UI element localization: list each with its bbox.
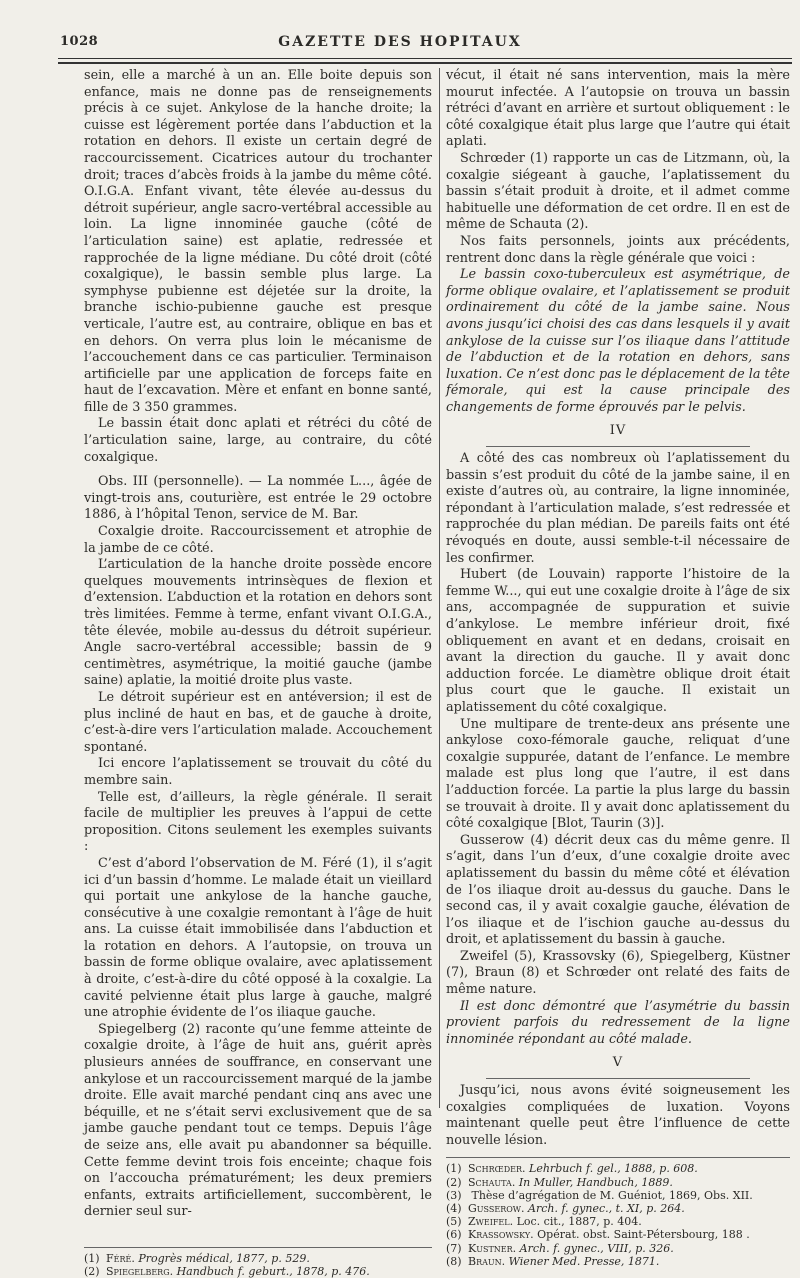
paragraph: Une multipare de trente-deux ans présente une ankylose coxo-fémorale gauche, reliquat d’une coxalgie suppurée, datant de l’enfance. Le membre malade est plus long que l’autre, il est dans l’adduction forcée. La partie la plus large du bassin se trouvait à droite. Il y avait donc aplatissement du côté coxalgique [Blot, Taurin (3)]. <box>446 716 790 832</box>
footnote-mark: (3) <box>446 1188 462 1202</box>
paragraph: A côté des cas nombreux où l’aplatissement du bassin s’est produit du côté de la jambe saine, il en existe d’autres où, au contraire, la ligne innominée, répondant à l’articulation malade, s’est redressée et rapprochée du plan médian. De pareils faits ont été révoqués en doute, aussi semble-t-il nécessaire de les confirmer. <box>446 451 790 566</box>
paragraph: Le détroit supérieur est en antéversion; il est de plus incliné de haut en bas, et de gauche à droite, c’est-à-dire vers l’articulation malade. Accouchement spontané. <box>84 689 432 755</box>
footnote <box>446 1255 790 1268</box>
header-rule-thick <box>58 62 792 64</box>
paragraph: Coxalgie droite. Raccourcissement et atrophie de la jambe de ce côté. <box>84 524 432 556</box>
footnote-mark: (8) <box>446 1254 462 1268</box>
paragraph: Schrœder (1) rapporte un cas de Litzmann, où, la coxalgie siégeant à gauche, l’aplatissement du bassin s’était produit à droite, et il admet comme habituelle une déformation de cet ordre. Il en est de même de Schauta (2). <box>446 150 790 233</box>
footnote <box>84 1252 432 1265</box>
footnote <box>446 1202 790 1215</box>
paragraph: Spiegelberg (2) raconte qu’une femme atteinte de coxalgie droite, à l’âge de huit ans, guérit après plusieurs années de souffrance, en conservant une ankylose et un raccourcissement marqué de la jambe droite. Elle avait marché pendant cinq ans avec une béquille, et ne s’était servi exclusivement que de sa jambe gauche pendant tout ce temps. Depuis l’âge de seize ans, elle avait pu abandonner sa béquille. Cette femme devint trois fois enceinte; chaque fois on l’accoucha prématurément; les deux premiers enfants, extraits artificiellement, succombèrent, le dernier seul sur- <box>84 1021 432 1220</box>
footnote-text: Arch. f. gynec., VIII, p. 326. <box>519 1241 674 1255</box>
footnote-mark: (4) <box>446 1202 462 1216</box>
footnote-text: Lehrbuch f. gel., 1888, p. 608. <box>529 1162 698 1176</box>
footnote-text: In Muller, Handbuch, 1889. <box>518 1175 673 1189</box>
footnote-author: Zweifel. <box>468 1215 514 1229</box>
section-heading-iv: IV <box>609 423 627 439</box>
footnote-text: Progrès médical, 1877, p. 529. <box>138 1251 310 1265</box>
left-footnotes <box>84 1247 432 1278</box>
paragraph: Hubert (de Louvain) rapporte l’histoire de la femme W..., qui eut une coxalgie droite à l’âge de six ans, accompagnée de suppuration et suivie d’ankylose. Le membre inférieur droit, fixé obliquement en avant et en dedans, croisait en avant la direction du gauche. Il y avait donc adduction forcée. Le diamètre oblique droit était plus court que le gauche. Il existait un aplatissement du côté coxalgique. <box>446 567 790 715</box>
paragraph: Gusserow (4) décrit deux cas du même genre. Il s’agit, dans l’un d’eux, d’une coxalgie droite avec aplatissement du bassin du même côté et élévation de l’os iliaque droit au-dessus du gauche. Dans le second cas, il y avait coxalgie gauche, élévation de l’os iliaque et de l’ischion gauche au-dessus du droit, et aplatissement du bassin à gauche. <box>446 832 790 948</box>
footnote <box>446 1162 790 1175</box>
footnote-author: Schauta. <box>468 1175 516 1189</box>
footnote-author: Krassowsky. <box>468 1228 534 1242</box>
paragraph: L’articulation de la hanche droite possède encore quelques mouvements intrinsèques de flexion et d’extension. L’abduction et la rotation en dehors sont très limitées. Femme à terme, enfant vivant O.I.G.A., tête élevée, mobile au-dessus du détroit supérieur. Angle sacro-vertébral accessible; bassin de 9 centimètres, asymétrique, la moitié gauche (jambe saine) aplatie, la moitié droite plus vaste. <box>84 557 432 689</box>
paragraph: vécut, il était né sans intervention, mais la mère mourut infectée. A l’autopsie on trouva un bassin rétréci d’avant en arrière et surtout obliquement : le côté coxalgique était plus large que l’autre qui était aplati. <box>446 68 790 150</box>
paragraph: Zweifel (5), Krassovsky (6), Spiegelberg, Küstner (7), Braun (8) et Schrœder ont relaté des faits de même nature. <box>446 948 790 998</box>
footnote-mark: (7) <box>446 1241 462 1255</box>
footnote-author: Schrœder. <box>468 1162 526 1176</box>
footnote-mark: (2) <box>84 1265 100 1278</box>
paragraph: sein, elle a marché à un an. Elle boite depuis son enfance, mais ne donne pas de renseignements précis à ce sujet. Ankylose de la hanche droite; la cuisse est légèrement portée dans l’abduction et la rotation en dehors. Il existe un certain degré de raccourcissement. Cicatrices autour du trochanter droit; traces d’abcès froids à la jambe du même côté. O.I.G.A. Enfant vivant, tête élevée au-dessus du détroit supérieur, angle sacro-vertébral accessible au loin. La ligne innominée gauche (côté de l’articulation saine) est aplatie, redressée et rapprochée de la ligne médiane. Du côté droit (côté coxalgique), le bassin semble plus large. La symphyse pubienne est déjetée sur la droite, la branche ischio-pubienne gauche est presque verticale, l’autre est, au contraire, oblique en bas et en dehors. On verra plus loin le mécanisme de l’accouchement dans ce cas particulier. Terminaison artificielle par une application de forceps faite en haut de l’excavation. Mère et enfant en bonne santé, fille de 3 350 grammes. <box>84 68 432 415</box>
footnote-text: Arch. f. gynec., t. XI, p. 264. <box>528 1202 685 1216</box>
column-divider <box>439 68 440 1108</box>
footnote <box>446 1189 790 1202</box>
page-number: 1028 <box>60 34 99 49</box>
footnote-mark: (1) <box>84 1251 100 1265</box>
footnote-author: Féré. <box>106 1251 135 1265</box>
footnote-mark: (6) <box>446 1228 462 1242</box>
footnote-author: Kustner. <box>468 1241 517 1255</box>
footnote-mark: (1) <box>446 1162 462 1176</box>
footnote-author: Gusserow. <box>468 1202 525 1216</box>
paragraph: Nos faits personnels, joints aux précédents, rentrent donc dans la règle générale que voici : <box>446 233 790 266</box>
footnote <box>446 1215 790 1228</box>
section-rule <box>486 446 750 447</box>
footnote-author: Braun. <box>468 1254 506 1268</box>
footnote-text: Wiener Med. Presse, 1871. <box>508 1254 660 1268</box>
right-column <box>446 68 790 1268</box>
section-rule <box>486 1078 750 1079</box>
footnote <box>446 1228 790 1241</box>
footnote-text: Handbuch f. geburt., 1878, p. 476. <box>176 1265 370 1278</box>
paragraph: Le bassin coxo-tuberculeux est asymétrique, de forme oblique ovalaire, et l’aplatissement se produit ordinairement du côté de la jambe saine. Nous avons jusqu’ici choisi des cas dans lesquels il y avait ankylose de la cuisse sur l’os iliaque dans l’attitude de l’abduction et de la rotation en dehors, sans luxation. Ce n’est donc pas le déplacement de la tête fémorale, qui est la cause principale des changements de forme éprouvés par le pelvis. <box>446 267 790 415</box>
running-title: GAZETTE DES HOPITAUX <box>278 34 522 50</box>
footnote-text: Opérat. obst. Saint-Pétersbourg, 188 . <box>537 1228 750 1242</box>
footnote <box>446 1176 790 1189</box>
footnote-mark: (5) <box>446 1215 462 1229</box>
footnote-text: Loc. cit., 1887, p. 404. <box>516 1215 642 1229</box>
footnote-author: Spiegelberg. <box>106 1265 174 1278</box>
left-column <box>84 68 432 1278</box>
paragraph: Ici encore l’aplatissement se trouvait du côté du membre sain. <box>84 756 432 788</box>
paragraph: Telle est, d’ailleurs, la règle générale. Il serait facile de multiplier les preuves à l’appui de cette proposition. Citons seulement les exemples suivants : <box>84 789 432 855</box>
footnote-text: Thèse d’agrégation de M. Guéniot, 1869, Obs. XII. <box>471 1188 753 1202</box>
paragraph: Le bassin était donc aplati et rétréci du côté de l’articulation saine, large, au contraire, du côté coxalgique. <box>84 416 432 465</box>
paragraph: Jusqu’ici, nous avons évité soigneusement les coxalgies compliquées de luxation. Voyons maintenant quelle peut être l’influence de cette nouvelle lésion. <box>446 1083 790 1148</box>
footnote <box>446 1242 790 1255</box>
footnote-spacer <box>84 1221 432 1239</box>
header-rule <box>58 58 792 59</box>
footnote-mark: (2) <box>446 1175 462 1189</box>
observation-heading-paragraph: Obs. III (personnelle). — La nommée L..., âgée de vingt-trois ans, couturière, est entrée le 29 octobre 1886, à l’hôpital Tenon, service de M. Bar. <box>84 474 432 523</box>
paragraph: C’est d’abord l’observation de M. Féré (1), il s’agit ici d’un bassin d’homme. Le malade était un vieillard qui portait une ankylose de la hanche gauche, consécutive à une coxalgie remontant à l’âge de huit ans. La cuisse était immobilisée dans l’abduction et la rotation en dehors. A l’autopsie, on trouva un bassin de forme oblique ovalaire, avec aplatissement à droite, c’est-à-dire du côté opposé à la coxalgie. La cavité pelvienne était plus large à gauche, malgré une atrophie évidente de l’os iliaque gauche. <box>84 855 432 1021</box>
footnote <box>84 1265 432 1278</box>
conclusion-paragraph: Il est donc démontré que l’asymétrie du bassin provient parfois du redressement de la ligne innominée répondant au côté malade. <box>446 998 790 1047</box>
right-footnotes <box>446 1157 790 1268</box>
section-heading-v: V <box>612 1055 624 1071</box>
